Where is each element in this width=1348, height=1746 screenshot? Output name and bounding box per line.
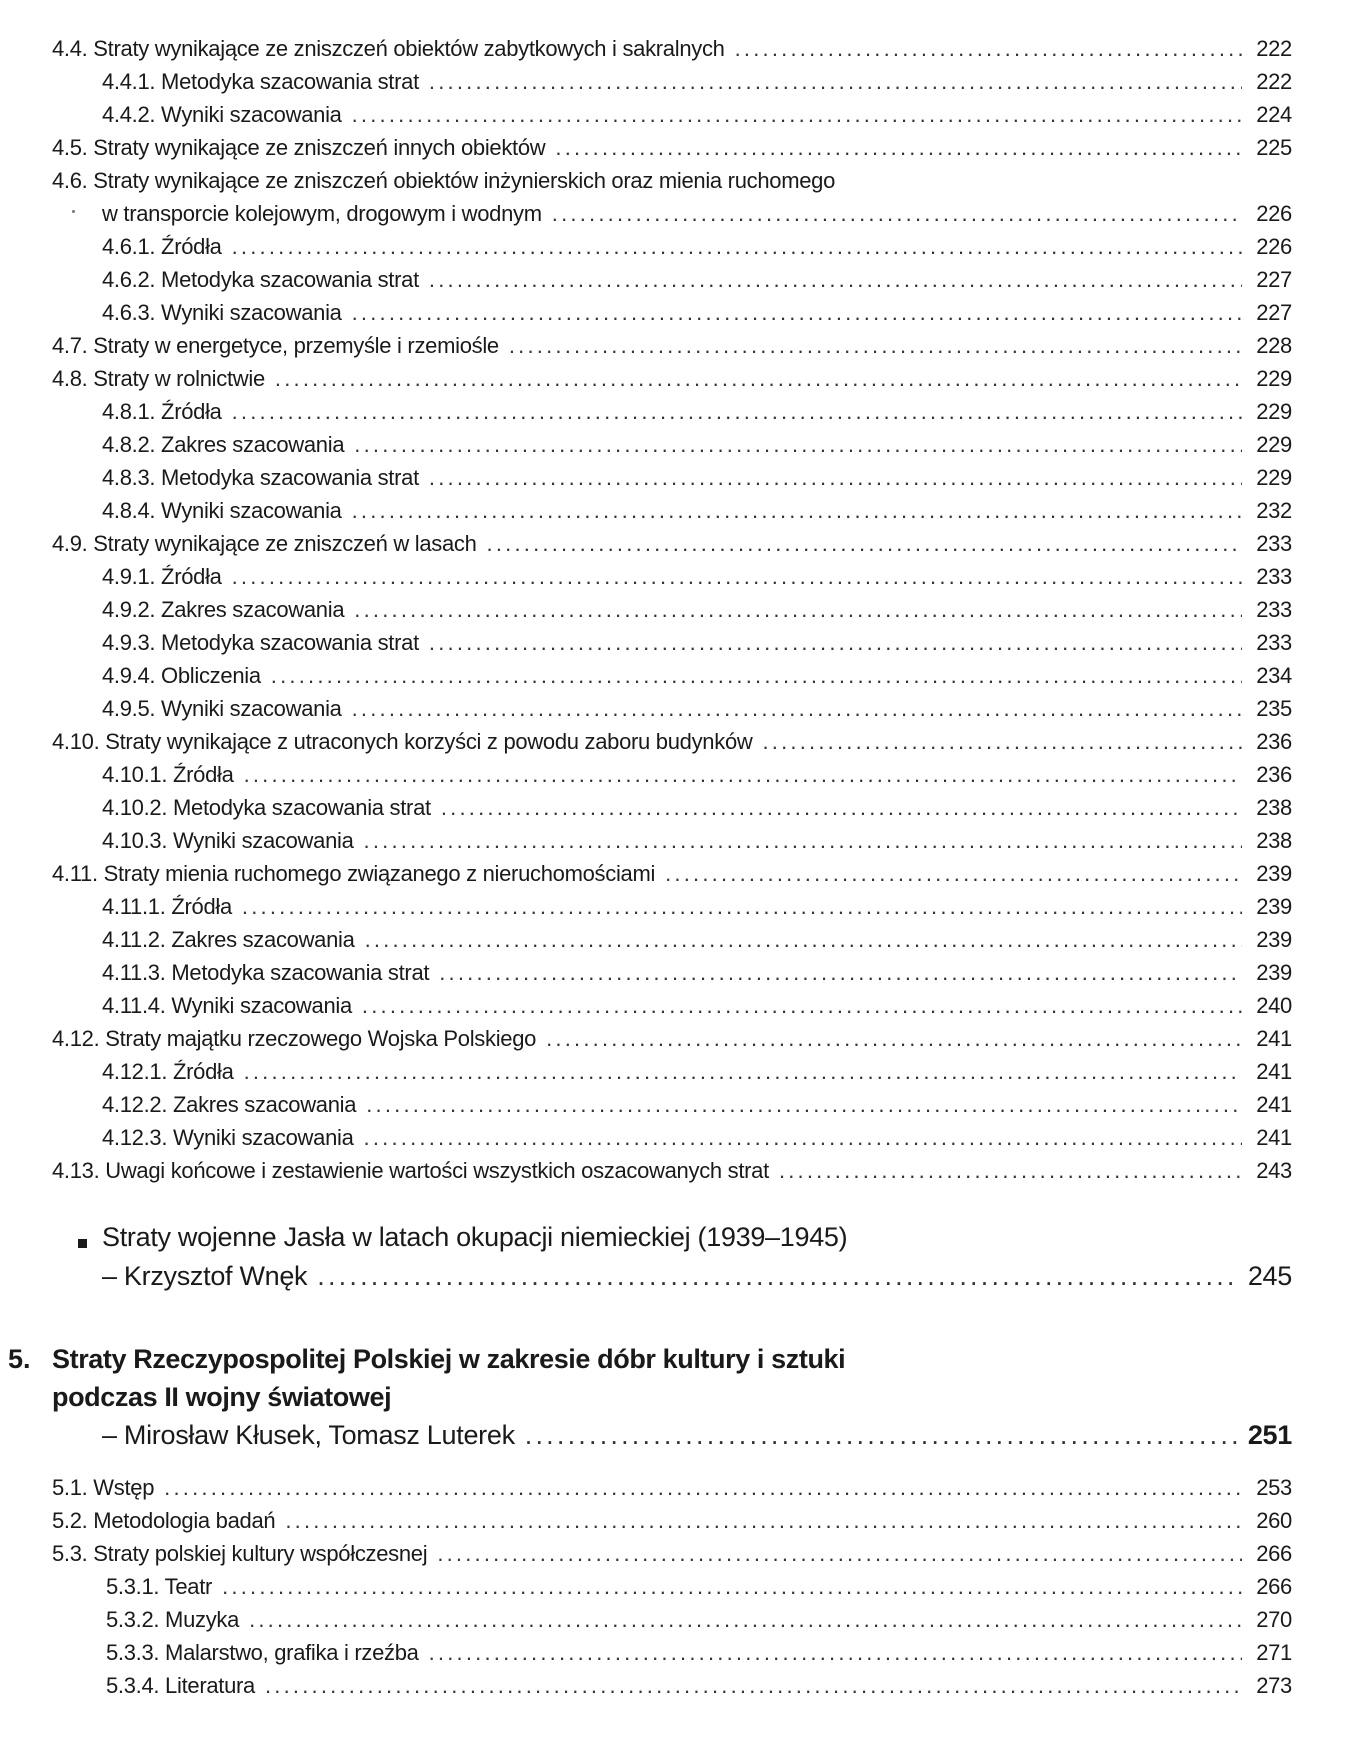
toc-entry-label: 4.8. Straty w rolnictwie (52, 366, 265, 391)
toc-entry-page: 241 (1256, 1059, 1292, 1084)
toc-entry-page: 239 (1256, 894, 1292, 919)
toc-entry[interactable] (102, 894, 1292, 920)
toc-entry-page: 236 (1256, 762, 1292, 787)
toc-entry-page: 233 (1256, 531, 1292, 556)
toc-entry-page: 229 (1256, 432, 1292, 457)
toc-entry-label: 4.8.1. Źródła (102, 399, 222, 424)
toc-entry[interactable] (52, 1508, 1292, 1534)
toc-entry[interactable] (102, 993, 1292, 1019)
toc-entry[interactable] (52, 36, 1292, 62)
toc-entry[interactable] (52, 333, 1292, 359)
dot-leader (317, 1261, 1238, 1292)
dot-leader (441, 795, 1242, 821)
toc-entry-label: 4.9.5. Wyniki szacowania (102, 696, 342, 721)
dot-leader (244, 1059, 1242, 1085)
toc-entry[interactable] (102, 927, 1292, 953)
toc-entry-page: 227 (1256, 267, 1292, 292)
toc-entry-label: 4.6.1. Źródła (102, 234, 222, 259)
dot-leader (525, 1420, 1238, 1451)
toc-entry-label: 4.10.1. Źródła (102, 762, 234, 787)
toc-entry[interactable] (102, 1420, 1292, 1451)
dot-leader (429, 267, 1242, 293)
toc-entry[interactable] (102, 696, 1292, 722)
toc-entry-page: 241 (1256, 1026, 1292, 1051)
dot-leader (242, 894, 1242, 920)
toc-entry-page: 240 (1256, 993, 1292, 1018)
toc-entry[interactable] (102, 762, 1292, 788)
toc-entry-page: 245 (1247, 1261, 1292, 1291)
toc-entry-label: 5.1. Wstęp (52, 1475, 155, 1500)
toc-entry-page: 226 (1256, 201, 1292, 226)
toc-entry[interactable] (102, 102, 1292, 128)
toc-entry-label: 4.9.4. Obliczenia (102, 663, 261, 688)
dot-leader (232, 564, 1242, 590)
dot-leader (352, 300, 1242, 326)
dot-leader (487, 531, 1242, 557)
toc-entry-page: 238 (1256, 828, 1292, 853)
toc-entry-page: 266 (1256, 1574, 1292, 1599)
toc-entry-page: 233 (1256, 630, 1292, 655)
dot-leader (249, 1607, 1242, 1633)
toc-entry-label: 4.10.2. Metodyka szacowania strat (102, 795, 431, 820)
toc-entry-page: 270 (1256, 1607, 1292, 1632)
toc-entry-page: 233 (1256, 564, 1292, 589)
dot-leader (762, 729, 1242, 755)
toc-entry-label: 4.12.2. Zakres szacowania (102, 1092, 357, 1117)
dot-leader (232, 234, 1242, 260)
toc-entry[interactable] (106, 1607, 1292, 1633)
toc-entry-label: 5.2. Metodologia badań (52, 1508, 276, 1533)
toc-entry-page: 225 (1256, 135, 1292, 160)
toc-entry[interactable] (106, 1673, 1292, 1699)
dot-leader (364, 828, 1242, 854)
toc-entry[interactable] (102, 795, 1292, 821)
toc-entry-page: 238 (1256, 795, 1292, 820)
dot-leader (354, 432, 1242, 458)
toc-entry-label: 4.12.3. Wyniki szacowania (102, 1125, 354, 1150)
dot-leader (439, 960, 1242, 986)
toc-entry-page: 227 (1256, 300, 1292, 325)
toc-entry-page: 243 (1256, 1158, 1292, 1183)
toc-entry-label: 4.10.3. Wyniki szacowania (102, 828, 354, 853)
toc-entry-page: 229 (1256, 465, 1292, 490)
toc-entry-page: 229 (1256, 366, 1292, 391)
toc-entry-label: 4.10. Straty wynikające z utraconych korzyści z powodu zaboru budynków (52, 729, 753, 754)
toc-entry-page: 239 (1256, 960, 1292, 985)
toc-entry-label: 4.8.4. Wyniki szacowania (102, 498, 342, 523)
dot-leader (437, 1541, 1242, 1567)
dot-leader (164, 1475, 1242, 1501)
toc-entry-page: 234 (1256, 663, 1292, 688)
toc-entry-page: 236 (1256, 729, 1292, 754)
dot-leader (546, 1026, 1242, 1052)
toc-entry[interactable] (52, 1475, 1292, 1501)
toc-entry-label: 4.9.3. Metodyka szacowania strat (102, 630, 419, 655)
toc-entry[interactable] (102, 663, 1292, 689)
toc-entry-label: 4.11.2. Zakres szacowania (102, 927, 355, 952)
dot-leader (509, 333, 1242, 359)
toc-entry-page: 224 (1256, 102, 1292, 127)
dot-leader (352, 498, 1242, 524)
toc-entry-label: 4.4.1. Metodyka szacowania strat (102, 69, 419, 94)
toc-entry-page: 228 (1256, 333, 1292, 358)
toc-entry-label: 5.3.4. Literatura (106, 1673, 255, 1698)
toc-entry-label: 4.9.1. Źródła (102, 564, 222, 589)
toc-entry-page: 251 (1247, 1420, 1292, 1450)
chapter-title-line-2: podczas II wojny światowej (52, 1382, 392, 1412)
dot-leader (352, 102, 1242, 128)
toc-entry-page: 226 (1256, 234, 1292, 259)
toc-entry[interactable] (102, 267, 1292, 293)
toc-entry-page: 260 (1256, 1508, 1292, 1533)
toc-entry-page: 233 (1256, 597, 1292, 622)
chapter-authors: – Mirosław Kłusek, Tomasz Luterek (102, 1420, 515, 1450)
toc-entry-page: 266 (1256, 1541, 1292, 1566)
toc-entry[interactable] (102, 234, 1292, 260)
dot-leader (366, 1092, 1242, 1118)
toc-entry[interactable] (102, 1059, 1292, 1085)
scan-artifact (72, 210, 75, 213)
dot-leader (429, 1640, 1242, 1666)
toc-entry-label: 4.8.2. Zakres szacowania (102, 432, 345, 457)
toc-entry-page: 222 (1256, 69, 1292, 94)
toc-entry-page: 271 (1256, 1640, 1292, 1665)
dot-leader (362, 993, 1242, 1019)
toc-entry[interactable] (102, 399, 1292, 425)
toc-entry[interactable] (52, 531, 1292, 557)
toc-entry[interactable] (102, 201, 1292, 227)
article-author: – Krzysztof Wnęk (102, 1261, 308, 1291)
toc-entry-page: 273 (1256, 1673, 1292, 1698)
toc-entry-label: 4.13. Uwagi końcowe i zestawienie wartości wszystkich oszacowanych strat (52, 1158, 769, 1183)
bullet-square-icon (78, 1239, 87, 1248)
toc-entry-label: 4.12. Straty majątku rzeczowego Wojska Polskiego (52, 1026, 537, 1051)
toc-entry[interactable] (106, 1640, 1292, 1666)
dot-leader (429, 630, 1242, 656)
toc-entry[interactable] (102, 432, 1292, 458)
toc-entry-label: 5.3.3. Malarstwo, grafika i rzeźba (106, 1640, 419, 1665)
toc-entry[interactable] (102, 1092, 1292, 1118)
toc-entry-label: 4.11.4. Wyniki szacowania (102, 993, 352, 1018)
dot-leader (429, 69, 1242, 95)
toc-entry-label: 4.12.1. Źródła (102, 1059, 234, 1084)
toc-entry-label: 5.3.1. Teatr (106, 1574, 213, 1599)
toc-entry-label: 4.11.3. Metodyka szacowania strat (102, 960, 430, 985)
toc-entry-label: 4.11.1. Źródła (102, 894, 232, 919)
dot-leader (779, 1158, 1242, 1184)
toc-entry[interactable] (52, 1026, 1292, 1052)
dot-leader (285, 1508, 1242, 1534)
toc-entry[interactable] (52, 366, 1292, 392)
toc-entry-page: 241 (1256, 1092, 1292, 1117)
toc-entry-label: 4.4.2. Wyniki szacowania (102, 102, 342, 127)
toc-entry-page: 239 (1256, 861, 1292, 886)
dot-leader (429, 465, 1242, 491)
toc-entry-label: 4.6.3. Wyniki szacowania (102, 300, 342, 325)
dot-leader (665, 861, 1242, 887)
toc-entry-label: 4.9.2. Zakres szacowania (102, 597, 345, 622)
dot-leader (364, 1125, 1242, 1151)
toc-entry-label: w transporcie kolejowym, drogowym i wodnym (102, 201, 542, 226)
toc-entry[interactable] (102, 630, 1292, 656)
toc-entry[interactable] (102, 564, 1292, 590)
toc-entry[interactable] (106, 1574, 1292, 1600)
toc-entry[interactable] (52, 861, 1292, 887)
dot-leader (735, 36, 1242, 62)
toc-entry-label: 4.9. Straty wynikające ze zniszczeń w lasach (52, 531, 477, 556)
toc-entry[interactable] (102, 828, 1292, 854)
toc-entry-label: 4.11. Straty mienia ruchomego związanego z nieruchomościami (52, 861, 656, 886)
toc-entry-page: 229 (1256, 399, 1292, 424)
dot-leader (275, 366, 1242, 392)
dot-leader (552, 201, 1242, 227)
toc-entry-page: 222 (1256, 36, 1292, 61)
toc-entry-page: 253 (1256, 1475, 1292, 1500)
toc-entry-page: 241 (1256, 1125, 1292, 1150)
toc-entry[interactable] (52, 135, 1292, 161)
toc-entry-label: 4.8.3. Metodyka szacowania strat (102, 465, 419, 490)
toc-entry-label-multiline[interactable]: 4.6. Straty wynikające ze zniszczeń obiektów inżynierskich oraz mienia ruchomego (52, 168, 836, 193)
toc-entry[interactable] (52, 1158, 1292, 1184)
toc-entry[interactable] (52, 729, 1292, 755)
toc-entry-label: 4.7. Straty w energetyce, przemyśle i rzemiośle (52, 333, 499, 358)
dot-leader (244, 762, 1242, 788)
toc-entry-page: 235 (1256, 696, 1292, 721)
toc-entry-page: 239 (1256, 927, 1292, 952)
toc-entry-page: 232 (1256, 498, 1292, 523)
toc-entry-label: 4.4. Straty wynikające ze zniszczeń obiektów zabytkowych i sakralnych (52, 36, 725, 61)
toc-entry-label: 4.5. Straty wynikające ze zniszczeń innych obiektów (52, 135, 546, 160)
dot-leader (232, 399, 1242, 425)
dot-leader (222, 1574, 1242, 1600)
toc-entry[interactable] (102, 1125, 1292, 1151)
dot-leader (265, 1673, 1242, 1699)
dot-leader (271, 663, 1242, 689)
toc-entry-label: 5.3. Straty polskiej kultury współczesnej (52, 1541, 428, 1566)
article-title: Straty wojenne Jasła w latach okupacji niemieckiej (1939–1945) (102, 1222, 848, 1252)
dot-leader (352, 696, 1242, 722)
toc-entry-label: 4.6.2. Metodyka szacowania strat (102, 267, 419, 292)
toc-entry[interactable] (52, 1541, 1292, 1567)
toc-entry[interactable] (102, 960, 1292, 986)
dot-leader (555, 135, 1242, 161)
dot-leader (365, 927, 1242, 953)
toc-entry[interactable] (102, 300, 1292, 326)
toc-entry[interactable] (102, 498, 1292, 524)
toc-entry[interactable] (102, 597, 1292, 623)
toc-entry[interactable] (102, 1261, 1292, 1292)
toc-entry[interactable] (102, 465, 1292, 491)
chapter-title-line-1: Straty Rzeczypospolitej Polskiej w zakresie dóbr kultury i sztuki (52, 1344, 846, 1374)
toc-entry-label: 5.3.2. Muzyka (106, 1607, 240, 1632)
dot-leader (354, 597, 1242, 623)
chapter-number: 5. (8, 1344, 31, 1374)
toc-entry[interactable] (102, 69, 1292, 95)
